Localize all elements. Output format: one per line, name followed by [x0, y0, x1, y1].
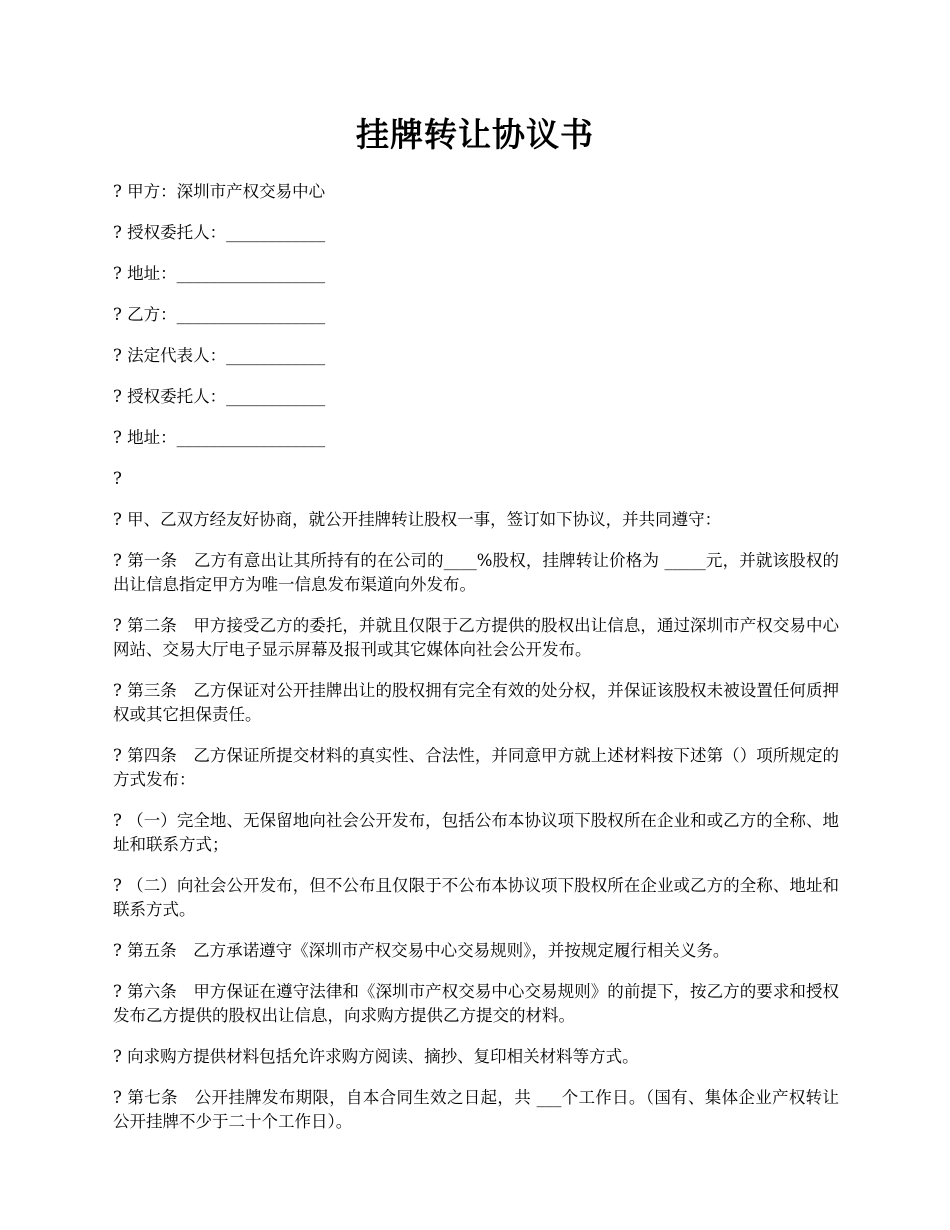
article-6-paragraph: ? 第六条 甲方保证在遵守法律和《深圳市产权交易中心交易规则》的前提下，按乙方的要求和授权发布乙方提供的股权出让信息，向求购方提供乙方提交的材料。 — [113, 982, 839, 1025]
party-a-line: ? 甲方：深圳市产权交易中心 — [113, 182, 326, 201]
article-5-paragraph: ? 第五条 乙方承诺遵守《深圳市产权交易中心交易规则》，并按规定履行相关义务。 — [113, 941, 730, 960]
blank-line: ? — [113, 469, 122, 488]
article-2-paragraph: ? 第二条 甲方接受乙方的委托，并就且仅限于乙方提供的股权出让信息，通过深圳市产权交易中心网站、交易大厅电子显示屏幕及报刊或其它媒体向社会公开发布。 — [113, 616, 839, 659]
article-4-option-2: ? （二）向社会公开发布，但不公布且仅限于不公布本协议项下股权所在企业或乙方的全称、地址和联系方式。 — [113, 876, 839, 919]
party-b-legal-rep-line: ? 法定代表人：____________ — [113, 346, 326, 365]
party-b-address-line: ? 地址：__________________ — [113, 428, 326, 447]
document-title: 挂牌转让协议书 — [356, 115, 594, 154]
party-a-address-line: ? 地址：__________________ — [113, 264, 326, 283]
preamble-paragraph: ? 甲、乙双方经友好协商，就公开挂牌转让股权一事，签订如下协议，并共同遵守： — [113, 510, 722, 529]
party-b-agent-line: ? 授权委托人：____________ — [113, 387, 326, 406]
article-3-paragraph: ? 第三条 乙方保证对公开挂牌出让的股权拥有完全有效的处分权，并保证该股权未被设置任何质押权或其它担保责任。 — [113, 681, 839, 724]
article-1-paragraph: ? 第一条 乙方有意出让其所持有的在公司的____%股权，挂牌转让价格为 _____元，并就该股权的出让信息指定甲方为唯一信息发布渠道向外发布。 — [113, 551, 839, 594]
article-4-option-1: ? （一）完全地、无保留地向社会公开发布，包括公布本协议项下股权所在企业和或乙方的全称、地址和联系方式； — [113, 811, 839, 854]
party-b-line: ? 乙方：__________________ — [113, 305, 326, 324]
party-a-agent-line: ? 授权委托人：____________ — [113, 223, 326, 242]
document-body — [113, 180, 839, 1151]
article-7-paragraph: ? 第七条 公开挂牌发布期限，自本合同生效之日起，共 ___个工作日。（国有、集体企业产权转让公开挂牌不少于二十个工作日）。 — [113, 1088, 839, 1131]
article-6-supplement: ? 向求购方提供材料包括允许求购方阅读、摘抄、复印相关材料等方式。 — [113, 1047, 639, 1066]
article-4-paragraph: ? 第四条 乙方保证所提交材料的真实性、合法性，并同意甲方就上述材料按下述第（）项所规定的方式发布： — [113, 746, 839, 789]
